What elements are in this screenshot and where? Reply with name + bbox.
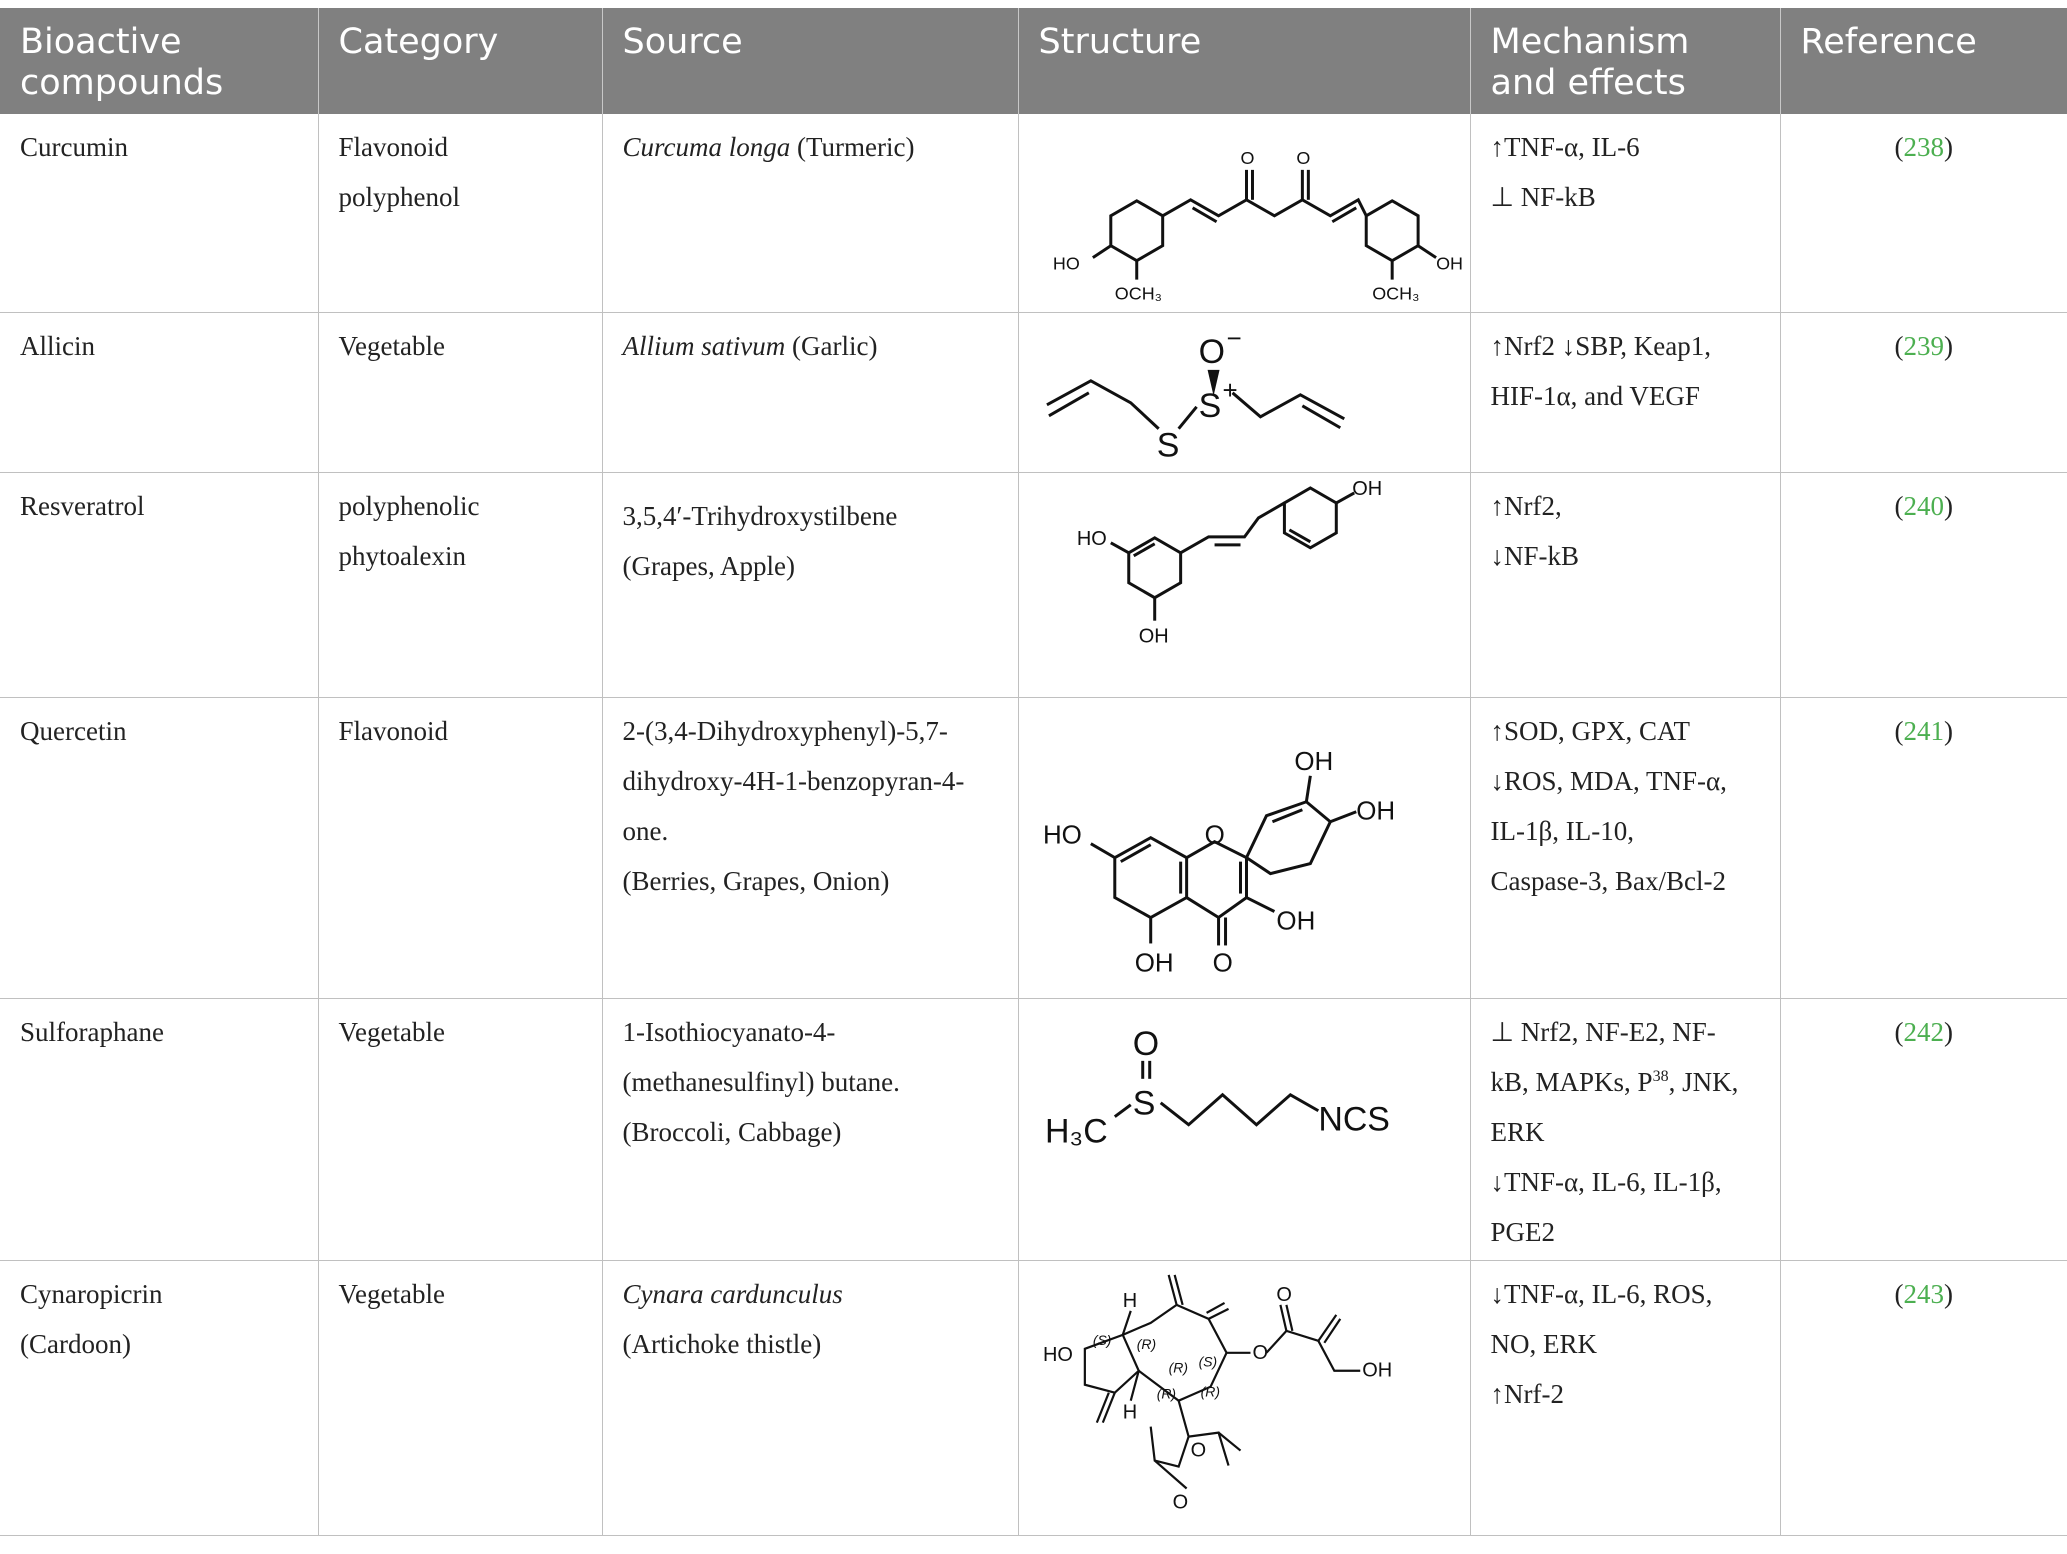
sulforaphane-o-label: O	[1132, 1024, 1159, 1063]
cynaropicrin-oh-label: OH	[1361, 1360, 1392, 1383]
resveratrol-ho-left-label: HO	[1076, 528, 1107, 551]
resveratrol-structure	[1019, 473, 1470, 697]
quercetin-o-ring-label: O	[1204, 821, 1225, 850]
source-cell: Cynara cardunculus (Artichoke thistle)	[602, 1261, 1018, 1535]
allicin-o-label: O	[1198, 332, 1225, 371]
allicin-plus-label: +	[1222, 376, 1238, 405]
curcumin-och3-b-label: OCH₃	[1371, 283, 1419, 304]
sulforaphane-ncs-label: NCS	[1317, 1100, 1390, 1139]
quercetin-oh4-label: OH	[1134, 949, 1174, 978]
cynaropicrin-h1-label: H	[1122, 1290, 1137, 1313]
cynaropicrin-s2-label: (S)	[1198, 1354, 1217, 1371]
mechanism-cell: ↑Nrf2, ↓NF-kB	[1470, 473, 1780, 698]
category-cell: Vegetable	[318, 1261, 602, 1535]
curcumin-och3-a-label: OCH₃	[1114, 283, 1162, 304]
source-cell: Curcuma longa (Turmeric)	[602, 114, 1018, 312]
compounds-table	[0, 8, 2067, 1536]
reference-cell: (242)	[1780, 999, 2067, 1261]
structure-cell	[1018, 473, 1470, 698]
cynaropicrin-ho-label: HO	[1042, 1344, 1073, 1367]
table-row-cynaropicrin	[0, 1261, 2067, 1535]
curcumin-ho-label: HO	[1052, 253, 1080, 274]
header-row	[0, 8, 2067, 114]
mechanism-cell: ↓TNF-α, IL-6, ROS, NO, ERK ↑Nrf-2	[1470, 1261, 1780, 1535]
category-cell: Vegetable	[318, 312, 602, 473]
cynaropicrin-structure	[1019, 1261, 1470, 1534]
curcumin-o1-label: O	[1240, 147, 1254, 168]
mechanism-cell: ↑SOD, GPX, CAT ↓ROS, MDA, TNF-α, IL-1β, IL-10, Caspase-3, Bax/Bcl-2	[1470, 697, 1780, 998]
quercetin-oh1-label: OH	[1293, 747, 1333, 776]
sulforaphane-h3c-label: H₃C	[1044, 1112, 1108, 1151]
cynaropicrin-r3-label: (R)	[1156, 1386, 1176, 1403]
header-structure: Structure	[1018, 8, 1470, 114]
allicin-s-plus-label: S	[1198, 386, 1221, 425]
category-cell: Flavonoid	[318, 697, 602, 998]
reference-cell: (240)	[1780, 473, 2067, 698]
table-row-allicin	[0, 312, 2067, 473]
cynaropicrin-r1-label: (R)	[1136, 1336, 1156, 1353]
source-cell: 1-Isothiocyanato-4- (methanesulfinyl) butane. (Broccoli, Cabbage)	[602, 999, 1018, 1261]
header-compound: Bioactive compounds	[0, 8, 318, 114]
allicin-minus-label: −	[1226, 324, 1242, 353]
reference-link[interactable]: 242	[1903, 1017, 1944, 1048]
reference-link[interactable]: 239	[1903, 330, 1944, 361]
resveratrol-oh-bottom-label: OH	[1138, 625, 1169, 648]
reference-link[interactable]: 240	[1903, 491, 1944, 522]
mechanism-cell: ↑Nrf2 ↓SBP, Keap1, HIF-1α, and VEGF	[1470, 312, 1780, 473]
sulforaphane-s-label: S	[1132, 1084, 1155, 1123]
structure-cell	[1018, 114, 1470, 312]
cynaropicrin-o3-label: O	[1190, 1439, 1206, 1462]
mechanism-cell: ⊥ Nrf2, NF-E2, NF- kB, MAPKs, $P^{38}$, JNK, ERK ↓TNF-α, IL-6, IL-1β, PGE2	[1470, 999, 1780, 1261]
compound-cell: Sulforaphane	[0, 999, 318, 1261]
allicin-structure	[1019, 313, 1470, 473]
cynaropicrin-r4-label: (R)	[1200, 1384, 1220, 1401]
header-reference: Reference	[1780, 8, 2067, 114]
curcumin-o2-label: O	[1295, 147, 1310, 168]
curcumin-oh-label: OH	[1435, 253, 1463, 274]
quercetin-o-keto-label: O	[1212, 949, 1233, 978]
compound-cell: Resveratrol	[0, 473, 318, 698]
structure-cell	[1018, 999, 1470, 1261]
table-row-sulforaphane	[0, 999, 2067, 1261]
source-cell: 2-(3,4-Dihydroxyphenyl)-5,7- dihydroxy-4H-1-benzopyran-4- one. (Berries, Grapes, Onion)	[602, 697, 1018, 998]
cynaropicrin-s1-label: (S)	[1092, 1332, 1111, 1349]
quercetin-oh3-label: OH	[1275, 907, 1315, 936]
quercetin-oh2-label: OH	[1355, 797, 1395, 826]
reference-cell: (243)	[1780, 1261, 2067, 1535]
reference-link[interactable]: 243	[1903, 1279, 1944, 1310]
reference-cell: (238)	[1780, 114, 2067, 312]
table-row-curcumin	[0, 114, 2067, 312]
compound-cell: Cynaropicrin (Cardoon)	[0, 1261, 318, 1535]
table-row-quercetin	[0, 697, 2067, 998]
cynaropicrin-r2-label: (R)	[1168, 1360, 1188, 1377]
compound-cell: Allicin	[0, 312, 318, 473]
resveratrol-oh-top-label: OH	[1351, 478, 1382, 501]
cynaropicrin-o2-label: O	[1275, 1284, 1292, 1307]
mechanism-cell: ↑TNF-α, IL-6 ⊥ NF-kB	[1470, 114, 1780, 312]
compound-cell: Curcumin	[0, 114, 318, 312]
table-row-resveratrol	[0, 473, 2067, 698]
cynaropicrin-o4-label: O	[1172, 1491, 1188, 1514]
header-mechanism: Mechanism and effects	[1470, 8, 1780, 114]
allicin-s-label: S	[1156, 426, 1179, 465]
quercetin-ho-label: HO	[1042, 821, 1082, 850]
header-category: Category	[318, 8, 602, 114]
compound-cell: Quercetin	[0, 697, 318, 998]
reference-link[interactable]: 241	[1903, 715, 1944, 746]
structure-cell	[1018, 697, 1470, 998]
category-cell: Flavonoid polyphenol	[318, 114, 602, 312]
cynaropicrin-o1-label: O	[1251, 1342, 1268, 1365]
source-cell: Allium sativum (Garlic)	[602, 312, 1018, 473]
sulforaphane-structure	[1019, 999, 1470, 1260]
source-cell: 3,5,4′-Trihydroxystilbene (Grapes, Apple)	[602, 473, 1018, 698]
header-source: Source	[602, 8, 1018, 114]
category-cell: Vegetable	[318, 999, 602, 1261]
structure-cell	[1018, 1261, 1470, 1535]
reference-link[interactable]: 238	[1903, 132, 1944, 162]
quercetin-structure	[1019, 698, 1470, 998]
category-cell: polyphenolic phytoalexin	[318, 473, 602, 698]
cynaropicrin-h2-label: H	[1122, 1402, 1137, 1425]
reference-cell: (239)	[1780, 312, 2067, 473]
structure-cell	[1018, 312, 1470, 473]
reference-cell: (241)	[1780, 697, 2067, 998]
curcumin-structure	[1019, 114, 1470, 312]
